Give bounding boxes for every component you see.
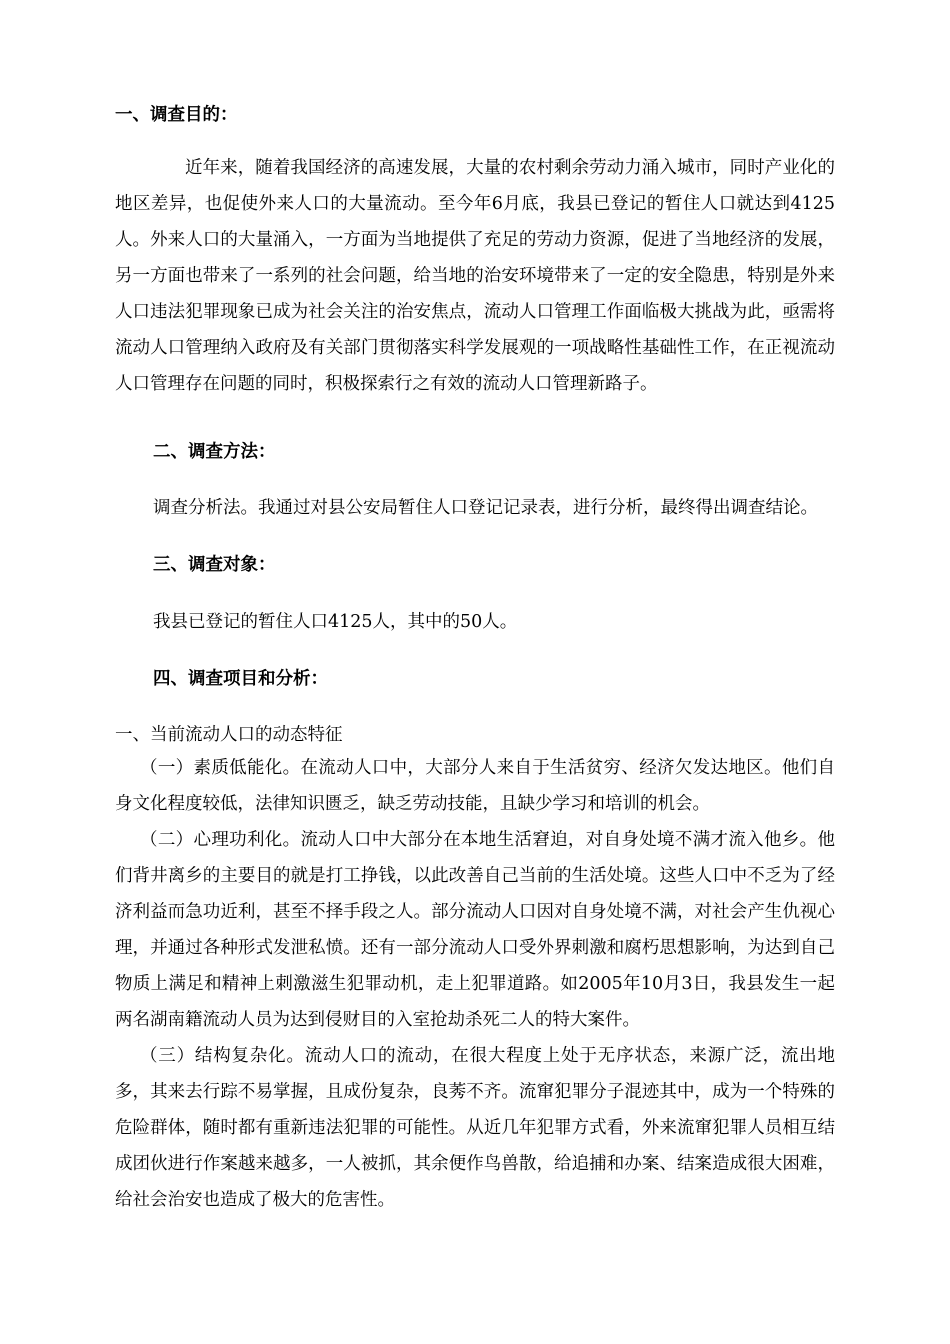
purpose-paragraph: 近年来，随着我国经济的高速发展，大量的农村剩余劳动力涌入城市，同时产业化的地区差异，也促使外来人口的大量流动。至今年6月底，我县已登记的暂住人口就达到4125人。外来人口的大量涌入，一方面为当地提供了充足的劳动力资源，促进了当地经济的发展，另一方面也带来了一系列的社会问题，给当地的治安环境带来了一定的安全隐患，特别是外来人口违法犯罪现象已成为社会关注的治安焦点，流动人口管理工作面临极大挑战为此，亟需将流动人口管理纳入政府及有关部门贯彻落实科学发展观的一项战略性基础性工作，在正视流动人口管理存在问题的同时，积极探索行之有效的流动人口管理新路子。: [115, 158, 835, 394]
subsection-heading: 一、当前流动人口的动态特征: [115, 725, 343, 745]
analysis-heading: 四、调查项目和分析：: [153, 669, 328, 689]
method-heading: 二、调查方法：: [153, 442, 276, 462]
object-paragraph: 我县已登记的暂住人口4125人，其中的50人。: [153, 612, 518, 632]
purpose-heading: 一、调查目的：: [115, 105, 238, 125]
item-1-paragraph: （一）素质低能化。在流动人口中，大部分人来自于生活贫穷、经济欠发达地区。他们自身文化程度较低，法律知识匮乏，缺乏劳动技能，且缺少学习和培训的机会。: [115, 758, 835, 814]
object-heading: 三、调查对象：: [153, 555, 276, 575]
item-2-paragraph: （二）心理功利化。流动人口中大部分在本地生活窘迫，对自身处境不满才流入他乡。他们背井离乡的主要目的就是打工挣钱，以此改善自己当前的生活处境。这些人口中不乏为了经济利益而急功近利，甚至不择手段之人。部分流动人口因对自身处境不满，对社会产生仇视心理，并通过各种形式发泄私愤。还有一部分流动人口受外界刺激和腐朽思想影响，为达到自己物质上满足和精神上刺激滋生犯罪动机，走上犯罪道路。如2005年10月3日，我县发生一起两名湖南籍流动人员为达到侵财目的入室抢劫杀死二人的特大案件。: [115, 830, 835, 1030]
item-3-paragraph: （三）结构复杂化。流动人口的流动，在很大程度上处于无序状态，来源广泛，流出地多，其来去行踪不易掌握，且成份复杂，良莠不齐。流窜犯罪分子混迹其中，成为一个特殊的危险群体，随时都有重新违法犯罪的可能性。从近几年犯罪方式看，外来流窜犯罪人员相互结成团伙进行作案越来越多，一人被抓，其余便作鸟兽散，给追捕和办案、结案造成很大困难，给社会治安也造成了极大的危害性。: [115, 1046, 835, 1210]
method-paragraph: 调查分析法。我通过对县公安局暂住人口登记记录表，进行分析，最终得出调查结论。: [153, 498, 818, 518]
